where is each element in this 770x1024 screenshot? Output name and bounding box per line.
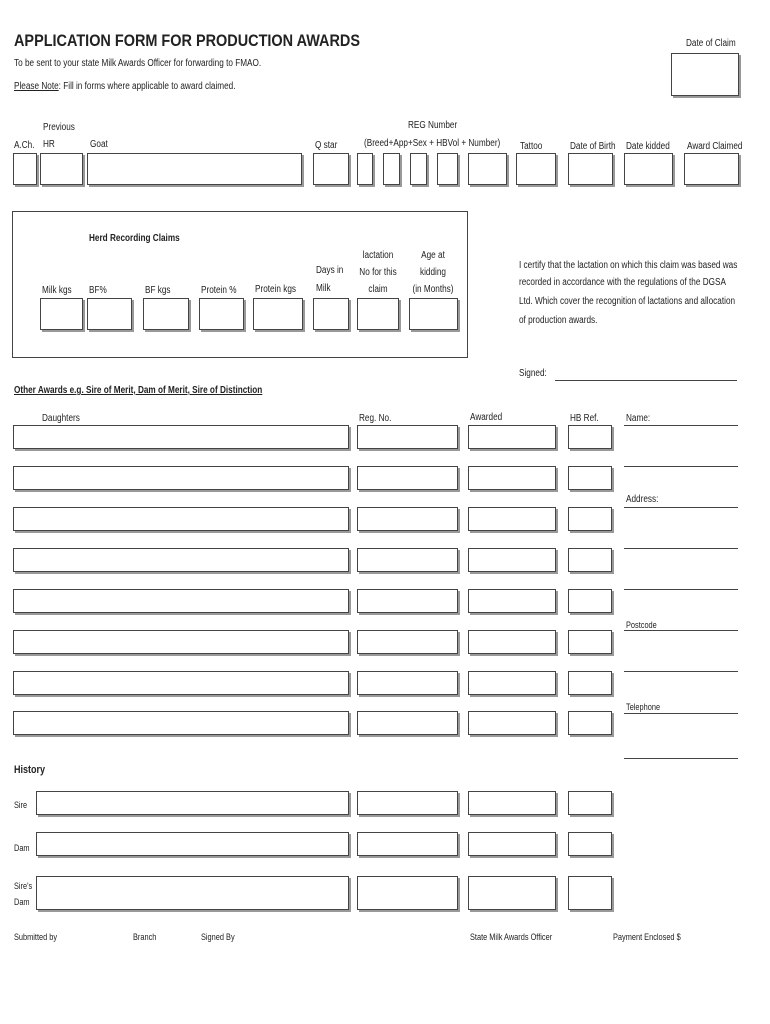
name-line-2[interactable]	[624, 466, 738, 467]
tattoo-field[interactable]	[516, 153, 556, 185]
award-claimed-label: Award Claimed	[687, 141, 743, 152]
lactation-field[interactable]	[357, 298, 399, 330]
days-in-milk-field[interactable]	[313, 298, 349, 330]
sires-dam-hbref-field[interactable]	[568, 876, 612, 910]
daughter-reg-field[interactable]	[357, 711, 458, 735]
daughter-awarded-field[interactable]	[468, 671, 556, 695]
address-line-2[interactable]	[624, 548, 738, 549]
award-claimed-field[interactable]	[684, 153, 739, 185]
daughter-hbref-field[interactable]	[568, 507, 612, 531]
telephone-line-2[interactable]	[624, 758, 738, 759]
daughter-reg-field[interactable]	[357, 507, 458, 531]
certify-line-1: I certify that the lactation on which this claim was based was	[519, 260, 738, 271]
dam-awarded-field[interactable]	[468, 832, 556, 856]
signed-line[interactable]	[555, 380, 737, 381]
lactation-label-1: lactation	[362, 250, 394, 261]
daughter-hbref-field[interactable]	[568, 466, 612, 490]
date-kidded-field[interactable]	[624, 153, 673, 185]
postcode-line-2[interactable]	[624, 671, 738, 672]
milk-kgs-label: Milk kgs	[42, 285, 72, 296]
daughter-hbref-field[interactable]	[568, 548, 612, 572]
name-label: Name:	[626, 413, 651, 424]
date-of-birth-field[interactable]	[568, 153, 613, 185]
reg-format-label: (Breed+App+Sex + HBVol + Number)	[364, 138, 501, 149]
sire-reg-field[interactable]	[357, 791, 458, 815]
lactation-label-2: No for this	[359, 267, 397, 278]
age-at-kidding-field[interactable]	[409, 298, 458, 330]
daughter-awarded-field[interactable]	[468, 466, 556, 490]
sires-dam-reg-field[interactable]	[357, 876, 458, 910]
address-line-1[interactable]	[624, 507, 738, 508]
daughter-hbref-field[interactable]	[568, 671, 612, 695]
dam-hbref-field[interactable]	[568, 832, 612, 856]
protein-kgs-field[interactable]	[253, 298, 303, 330]
daughter-reg-field[interactable]	[357, 671, 458, 695]
payment-enclosed-label: Payment Enclosed $	[613, 932, 681, 942]
awarded-label: Awarded	[470, 412, 503, 423]
daughter-name-field[interactable]	[13, 711, 349, 735]
sire-label: Sire	[14, 800, 28, 810]
previous-label: Previous	[43, 122, 75, 133]
daughter-awarded-field[interactable]	[468, 507, 556, 531]
certify-line-3: Ltd. Which cover the recognition of lactations and allocation	[519, 296, 736, 307]
reg-number-label: REG Number	[408, 120, 458, 131]
daughter-reg-field[interactable]	[357, 589, 458, 613]
qstar-label: Q star	[315, 140, 338, 151]
age-label-3: (in Months)	[412, 284, 454, 295]
dam-name-field[interactable]	[36, 832, 349, 856]
dam-label: Dam	[14, 843, 30, 853]
hr-label: HR	[43, 139, 55, 150]
lactation-label-3: claim	[368, 284, 388, 295]
bf-pct-field[interactable]	[87, 298, 132, 330]
other-awards-title: Other Awards e.g. Sire of Merit, Dam of Merit, Sire of Distinction	[14, 385, 263, 396]
sires-dam-label-2: Dam	[14, 897, 30, 907]
date-of-birth-label: Date of Birth	[570, 141, 616, 152]
reg-breed-field[interactable]	[357, 153, 373, 185]
tattoo-label: Tattoo	[520, 141, 543, 152]
qstar-field[interactable]	[313, 153, 349, 185]
protein-kgs-label: Protein kgs	[255, 284, 297, 295]
ach-label: A.Ch.	[14, 140, 35, 151]
age-label-2: kidding	[419, 267, 446, 278]
daughter-name-field[interactable]	[13, 425, 349, 449]
form-subtitle: To be sent to your state Milk Awards Officer for forwarding to FMAO.	[14, 58, 262, 69]
daughter-awarded-field[interactable]	[468, 589, 556, 613]
address-label: Address:	[626, 494, 659, 505]
reg-no-label: Reg. No.	[359, 413, 392, 424]
sires-dam-name-field[interactable]	[36, 876, 349, 910]
telephone-line[interactable]	[624, 713, 738, 714]
date-of-claim-field[interactable]	[671, 53, 739, 96]
dam-reg-field[interactable]	[357, 832, 458, 856]
branch-label: Branch	[133, 932, 157, 942]
note-text: : Fill in forms where applicable to award claimed.	[58, 81, 236, 92]
sire-awarded-field[interactable]	[468, 791, 556, 815]
goat-field[interactable]	[87, 153, 302, 185]
ach-field[interactable]	[13, 153, 37, 185]
daughter-awarded-field[interactable]	[468, 711, 556, 735]
daughter-hbref-field[interactable]	[568, 630, 612, 654]
days-in-milk-label-2: Milk	[316, 283, 331, 294]
reg-hbvol-field[interactable]	[437, 153, 458, 185]
daughter-reg-field[interactable]	[357, 630, 458, 654]
herd-recording-title: Herd Recording Claims	[89, 233, 180, 244]
daughter-awarded-field[interactable]	[468, 425, 556, 449]
signed-by-label: Signed By	[201, 932, 235, 942]
daughter-name-field[interactable]	[13, 630, 349, 654]
address-line-3[interactable]	[624, 589, 738, 590]
daughter-hbref-field[interactable]	[568, 425, 612, 449]
daughter-hbref-field[interactable]	[568, 711, 612, 735]
daughter-name-field[interactable]	[13, 589, 349, 613]
submitted-by-label: Submitted by	[14, 932, 58, 942]
daughter-awarded-field[interactable]	[468, 630, 556, 654]
daughter-reg-field[interactable]	[357, 466, 458, 490]
sire-hbref-field[interactable]	[568, 791, 612, 815]
postcode-label: Postcode	[626, 620, 657, 630]
sires-dam-label-1: Sire's	[14, 881, 33, 891]
form-note	[14, 81, 236, 93]
protein-pct-label: Protein %	[201, 285, 237, 296]
daughter-reg-field[interactable]	[357, 548, 458, 572]
daughter-name-field[interactable]	[13, 507, 349, 531]
daughter-name-field[interactable]	[13, 671, 349, 695]
telephone-label: Telephone	[626, 702, 661, 712]
days-in-milk-label-1: Days in	[316, 265, 344, 276]
bf-kgs-label: BF kgs	[145, 285, 171, 296]
date-of-claim-label: Date of Claim	[686, 38, 736, 49]
postcode-line[interactable]	[624, 630, 738, 631]
daughters-label: Daughters	[42, 413, 80, 424]
daughter-awarded-field[interactable]	[468, 548, 556, 572]
bf-pct-label: BF%	[89, 285, 107, 296]
signed-label: Signed:	[519, 368, 547, 379]
reg-app-field[interactable]	[383, 153, 400, 185]
bf-kgs-field[interactable]	[143, 298, 189, 330]
daughter-hbref-field[interactable]	[568, 589, 612, 613]
note-label: Please Note	[14, 81, 59, 92]
history-title: History	[14, 764, 46, 776]
form-title: APPLICATION FORM FOR PRODUCTION AWARDS	[14, 31, 360, 50]
state-officer-label: State Milk Awards Officer	[470, 932, 553, 942]
daughter-name-field[interactable]	[13, 466, 349, 490]
protein-pct-field[interactable]	[199, 298, 244, 330]
date-kidded-label: Date kidded	[626, 141, 670, 152]
goat-label: Goat	[90, 139, 108, 150]
certify-line-4: of production awards.	[519, 315, 598, 326]
reg-sex-field[interactable]	[410, 153, 427, 185]
name-line[interactable]	[624, 425, 738, 426]
hr-field[interactable]	[40, 153, 83, 185]
age-label-1: Age at	[421, 250, 445, 261]
hb-ref-label: HB Ref.	[570, 413, 599, 424]
reg-number-field[interactable]	[468, 153, 507, 185]
sires-dam-awarded-field[interactable]	[468, 876, 556, 910]
sire-name-field[interactable]	[36, 791, 349, 815]
daughter-reg-field[interactable]	[357, 425, 458, 449]
certify-line-2: recorded in accordance with the regulations of the DGSA	[519, 277, 726, 288]
daughter-name-field[interactable]	[13, 548, 349, 572]
milk-kgs-field[interactable]	[40, 298, 83, 330]
